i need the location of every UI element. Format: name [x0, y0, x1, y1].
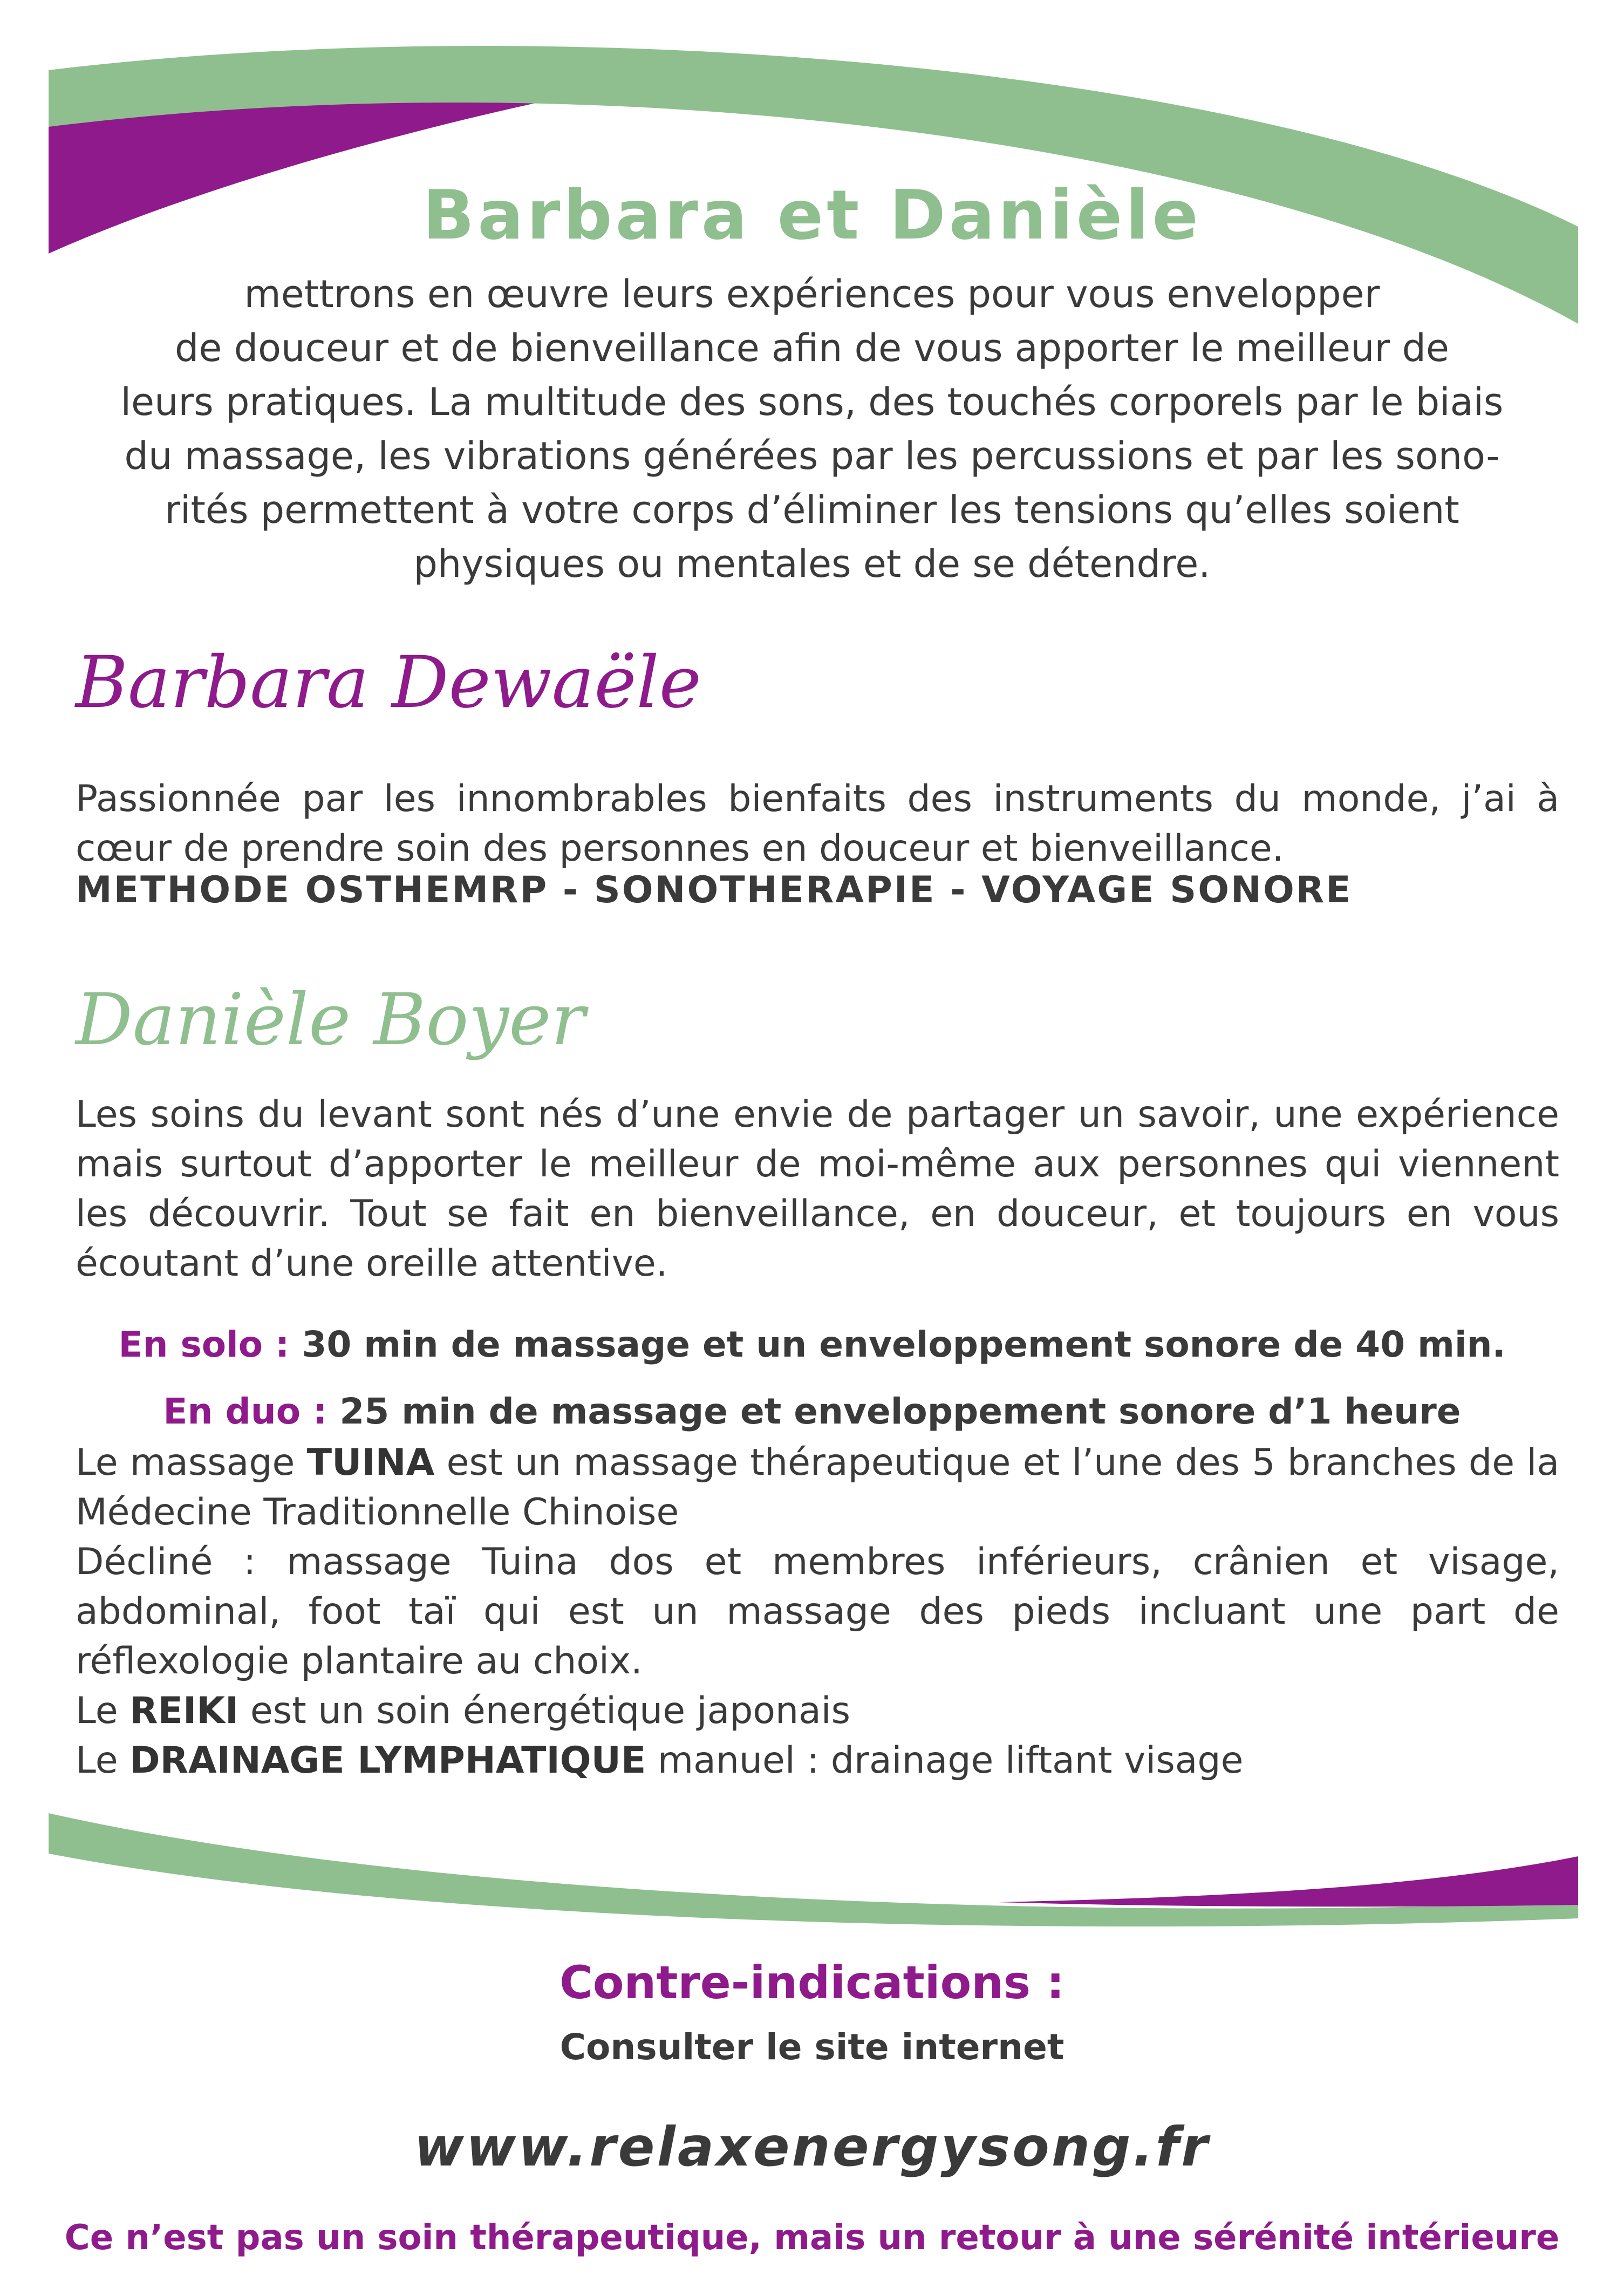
reiki-keyword: REIKI	[129, 1690, 239, 1732]
decline-line: Décliné : massage Tuina dos et membres inférieurs, crânien et visage, abdominal, foot taï qui est un massage des pieds incluant une part de réflexologie plantaire au choix.	[76, 1541, 1559, 1683]
daniele-description: Les soins du levant sont nés d’une envie de partager un savoir, une expérience mais surtout d’apporter le meilleur de moi-même aux personnes qui viennent les découvrir. Tout se fait en bienveillance, en douceur, et toujours en vous écoutant d’une oreille attentive.	[76, 1093, 1559, 1285]
drainage-text: manuel : drainage liftant visage	[657, 1739, 1244, 1782]
tuina-prefix: Le massage	[76, 1441, 295, 1484]
intro-line: mettrons en œuvre leurs expériences pour vous envelopper	[244, 272, 1380, 316]
reiki-line	[76, 1686, 1559, 1736]
drainage-keyword: DRAINAGE LYMPHATIQUE	[129, 1739, 646, 1782]
offer-duo-text: 25 min de massage et enveloppement sonore d’1 heure	[339, 1391, 1461, 1432]
drainage-line	[76, 1736, 1559, 1786]
reiki-prefix: Le	[76, 1690, 118, 1732]
offers-block	[0, 1311, 1624, 1445]
offer-solo	[0, 1311, 1624, 1378]
intro-line: rités permettent à votre corps d’éliminer les tensions qu’elles soient	[165, 488, 1459, 532]
barbara-name-heading: Barbara Dewaële	[76, 641, 701, 724]
intro-line: de douceur et de bienveillance afin de vous apporter le meilleur de	[175, 326, 1449, 370]
offer-duo	[0, 1378, 1624, 1445]
bottom-purple-swoosh	[998, 1856, 1578, 1906]
barbara-methods: METHODE OSTHEMRP - SONOTHERAPIE - VOYAGE SONORE	[76, 869, 1353, 911]
offer-solo-text: 30 min de massage et un enveloppement sonore de 40 min.	[302, 1324, 1506, 1365]
tagline: Ce n’est pas un soin thérapeutique, mais un retour à une sérénité intérieure	[64, 2218, 1560, 2258]
intro-paragraph	[65, 267, 1559, 591]
page-title: Barbara et Danièle	[422, 175, 1202, 255]
intro-line: leurs pratiques. La multitude des sons, des touchés corporels par le biais	[120, 380, 1504, 424]
tuina-text: est un massage thérapeutique et l’une des 5 branches de la Médecine Traditionnelle Chinoise	[76, 1441, 1560, 1534]
contre-indications-title: Contre-indications :	[559, 1956, 1065, 2009]
drainage-prefix: Le	[76, 1739, 118, 1782]
bottom-wave-decoration	[0, 1808, 1624, 1948]
consult-website-text: Consulter le site internet	[559, 2026, 1065, 2068]
bottom-green-swoosh	[49, 1813, 1578, 1926]
daniele-name-heading: Danièle Boyer	[76, 978, 585, 1061]
intro-line: du massage, les vibrations générées par les percussions et par les sono-	[124, 434, 1500, 478]
tuina-line	[76, 1438, 1559, 1537]
reiki-text: est un soin énergétique japonais	[250, 1690, 851, 1732]
offer-duo-label: En duo :	[163, 1391, 327, 1432]
intro-line: physiques ou mentales et de se détendre.	[413, 542, 1211, 586]
offer-solo-label: En solo :	[118, 1324, 290, 1365]
website-link[interactable]: www.relaxenergysong.fr	[414, 2115, 1210, 2178]
tuina-keyword: TUINA	[306, 1441, 435, 1484]
massages-description	[76, 1438, 1559, 1786]
barbara-description: Passionnée par les innombrables bienfaits des instruments du monde, j’ai à cœur de prendre soin des personnes en douceur et bienveillance.	[76, 778, 1559, 870]
